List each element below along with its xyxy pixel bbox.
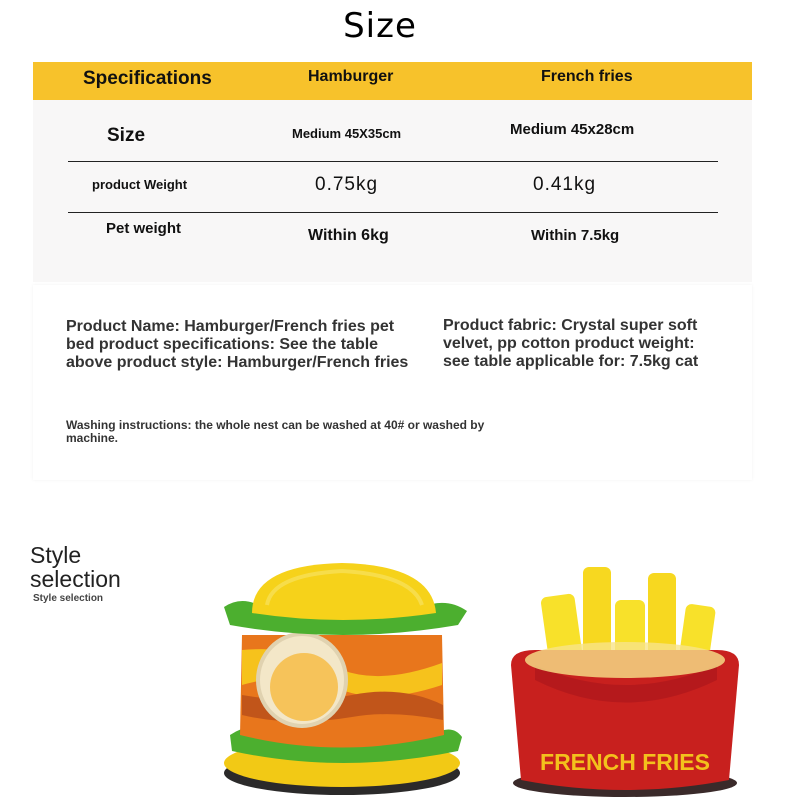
header-hamburger: Hamburger <box>308 68 394 85</box>
page-title: Size <box>343 6 417 46</box>
table-header <box>33 62 752 100</box>
header-french-fries: French fries <box>541 68 633 85</box>
row-pet-weight-label: Pet weight <box>106 220 182 237</box>
hamburger-bed-image <box>212 545 482 800</box>
row-size-hamburger: Medium 45X35cm <box>292 126 402 141</box>
product-fabric-text: Product fabric: Crystal super soft velvet, pp cotton product weight: see table applicable for: 7.5kg cat <box>443 317 699 370</box>
row-divider <box>68 161 718 162</box>
row-size-french-fries: Medium 45x28cm <box>510 121 635 138</box>
french-fries-bed-image <box>495 555 760 800</box>
specifications-table <box>33 62 752 282</box>
product-name-text: Product Name: Hamburger/French fries pet bed product specifications: See the table above product style: Hamburger/French fries <box>66 318 409 371</box>
row-size-label: Size <box>107 125 146 146</box>
row-weight-label: product Weight <box>92 177 188 192</box>
style-selection-subtitle: Style selection <box>33 593 104 604</box>
french-fries-print: FRENCH FRIES <box>540 749 710 775</box>
row-weight-hamburger: 0.75kg <box>315 174 379 195</box>
row-weight-french-fries: 0.41kg <box>533 174 597 195</box>
row-divider <box>68 212 718 213</box>
style-selection-title: Style selection <box>30 542 121 592</box>
row-pet-weight-french-fries: Within 7.5kg <box>531 227 620 244</box>
header-specifications: Specifications <box>83 68 212 89</box>
row-pet-weight-hamburger: Within 6kg <box>308 227 389 244</box>
washing-instructions: Washing instructions: the whole nest can be washed at 40# or washed by machine. <box>66 418 485 445</box>
product-info-panel <box>33 285 752 480</box>
